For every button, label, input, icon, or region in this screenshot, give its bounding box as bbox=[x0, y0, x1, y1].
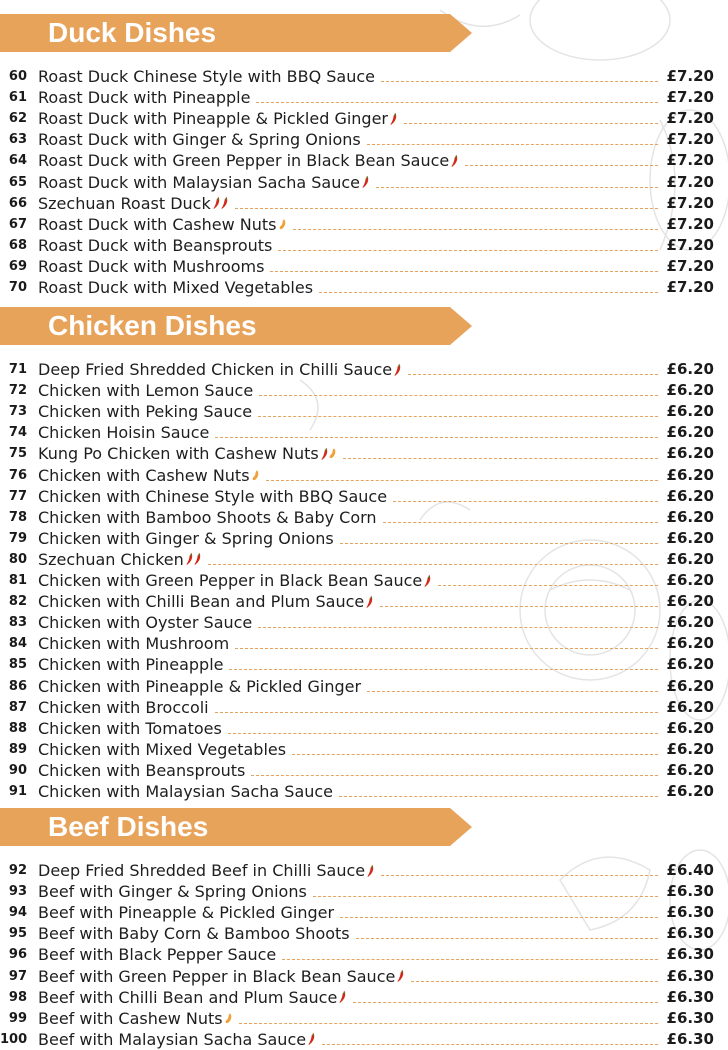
dotted-leader bbox=[235, 207, 658, 209]
chilli-icon bbox=[451, 155, 458, 167]
chilli-icon bbox=[362, 176, 369, 188]
item-price: £6.20 bbox=[666, 571, 714, 590]
item-price: £7.20 bbox=[666, 172, 714, 191]
dotted-leader bbox=[340, 542, 658, 544]
item-name: Chicken with Green Pepper in Black Bean Sauce bbox=[38, 571, 423, 591]
menu-item bbox=[0, 718, 728, 739]
menu-item bbox=[0, 987, 728, 1008]
dotted-leader bbox=[258, 626, 658, 628]
item-price: £6.20 bbox=[666, 592, 714, 611]
dotted-leader bbox=[270, 270, 658, 272]
item-tags bbox=[362, 172, 370, 193]
item-price: £6.20 bbox=[666, 423, 714, 442]
item-name: Roast Duck with Beansprouts bbox=[38, 235, 273, 255]
item-tags bbox=[394, 359, 402, 380]
menu-item bbox=[0, 570, 728, 591]
menu-item bbox=[0, 66, 728, 87]
menu-item bbox=[0, 1008, 728, 1029]
item-number: 63 bbox=[8, 132, 27, 148]
dotted-leader bbox=[256, 101, 658, 103]
item-price: £7.20 bbox=[666, 278, 714, 297]
item-number: 66 bbox=[8, 195, 27, 211]
item-number: 79 bbox=[8, 530, 27, 546]
section-title: Beef Dishes bbox=[48, 811, 209, 842]
item-tags bbox=[339, 987, 347, 1008]
item-number: 78 bbox=[8, 509, 27, 525]
item-price: £7.20 bbox=[666, 151, 714, 170]
item-name: Beef with Black Pepper Sauce bbox=[38, 945, 277, 965]
item-tags bbox=[279, 214, 287, 235]
menu-item bbox=[0, 591, 728, 612]
item-price: £6.20 bbox=[666, 655, 714, 674]
item-price: £6.20 bbox=[666, 444, 714, 463]
item-name: Beef with Malaysian Sacha Sauce bbox=[38, 1029, 307, 1049]
item-price: £6.30 bbox=[666, 945, 714, 964]
item-name: Chicken with Malaysian Sacha Sauce bbox=[38, 781, 334, 801]
item-number: 72 bbox=[8, 383, 27, 399]
menu-item bbox=[0, 965, 728, 986]
item-name: Deep Fried Shredded Beef in Chilli Sauce bbox=[38, 861, 366, 881]
section-title: Duck Dishes bbox=[48, 17, 217, 48]
chilli-icon bbox=[397, 970, 404, 982]
item-tags bbox=[451, 150, 459, 171]
chilli-icon bbox=[394, 364, 401, 376]
dotted-leader bbox=[251, 774, 658, 776]
section-banner bbox=[0, 307, 450, 345]
dotted-leader bbox=[293, 228, 658, 230]
menu-item bbox=[0, 256, 728, 277]
menu-item bbox=[0, 87, 728, 108]
item-number: 70 bbox=[8, 280, 27, 296]
item-price: £6.30 bbox=[666, 966, 714, 985]
nut-icon bbox=[329, 448, 336, 459]
item-price: £6.20 bbox=[666, 486, 714, 505]
item-number: 60 bbox=[8, 69, 27, 85]
item-name: Chicken with Mushroom bbox=[38, 634, 230, 654]
menu-item bbox=[0, 654, 728, 675]
menu-item bbox=[0, 507, 728, 528]
item-name: Beef with Ginger & Spring Onions bbox=[38, 882, 307, 902]
item-price: £6.20 bbox=[666, 381, 714, 400]
item-name: Roast Duck Chinese Style with BBQ Sauce bbox=[38, 67, 375, 87]
dotted-leader bbox=[235, 647, 658, 649]
item-price: £6.20 bbox=[666, 528, 714, 547]
menu-item bbox=[0, 486, 728, 507]
item-number: 77 bbox=[8, 488, 27, 504]
item-tags bbox=[424, 570, 432, 591]
chilli-icon bbox=[424, 575, 431, 587]
item-price: £6.30 bbox=[666, 1029, 714, 1048]
item-number: 87 bbox=[8, 699, 27, 715]
menu-item bbox=[0, 464, 728, 485]
item-tags bbox=[213, 193, 229, 214]
item-name: Chicken with Beansprouts bbox=[38, 760, 246, 780]
dotted-leader bbox=[215, 711, 658, 713]
chilli-icon bbox=[321, 448, 328, 460]
item-name: Chicken with Mixed Vegetables bbox=[38, 739, 287, 759]
menu-item bbox=[0, 443, 728, 464]
dotted-leader bbox=[411, 980, 658, 982]
dotted-leader bbox=[367, 143, 658, 145]
item-tags bbox=[367, 860, 375, 881]
item-number: 67 bbox=[8, 216, 27, 232]
item-number: 73 bbox=[8, 404, 27, 420]
menu-item bbox=[0, 760, 728, 781]
item-price: £6.20 bbox=[666, 360, 714, 379]
item-number: 65 bbox=[8, 174, 27, 190]
item-number: 89 bbox=[8, 741, 27, 757]
item-number: 84 bbox=[8, 636, 27, 652]
item-tags bbox=[186, 549, 202, 570]
dotted-leader bbox=[239, 1022, 658, 1024]
menu-item bbox=[0, 235, 728, 256]
item-price: £6.20 bbox=[666, 718, 714, 737]
item-number: 95 bbox=[8, 926, 27, 942]
item-price: £7.20 bbox=[666, 88, 714, 107]
nut-icon bbox=[225, 1013, 232, 1024]
dotted-leader bbox=[319, 291, 658, 293]
dotted-leader bbox=[229, 668, 658, 670]
menu-item bbox=[0, 422, 728, 443]
item-name: Chicken with Peking Sauce bbox=[38, 402, 253, 422]
section-chicken-dishes bbox=[0, 307, 728, 802]
item-name: Chicken with Broccoli bbox=[38, 697, 209, 717]
menu-list bbox=[0, 66, 728, 298]
item-price: £7.20 bbox=[666, 235, 714, 254]
item-name: Chicken Hoisin Sauce bbox=[38, 423, 210, 443]
menu-item bbox=[0, 923, 728, 944]
menu-item bbox=[0, 108, 728, 129]
dotted-leader bbox=[313, 895, 658, 897]
section-duck-dishes bbox=[0, 14, 728, 298]
item-name: Chicken with Chilli Bean and Plum Sauce bbox=[38, 592, 365, 612]
item-number: 75 bbox=[8, 446, 27, 462]
dotted-leader bbox=[340, 916, 658, 918]
section-banner bbox=[0, 808, 450, 846]
item-number: 74 bbox=[8, 425, 27, 441]
menu-item bbox=[0, 1029, 728, 1050]
item-number: 99 bbox=[8, 1010, 27, 1026]
item-number: 86 bbox=[8, 678, 27, 694]
dotted-leader bbox=[404, 122, 658, 124]
item-price: £7.20 bbox=[666, 130, 714, 149]
item-price: £7.20 bbox=[666, 109, 714, 128]
item-price: £7.20 bbox=[666, 214, 714, 233]
item-name: Chicken with Pineapple bbox=[38, 655, 224, 675]
menu-item bbox=[0, 697, 728, 718]
item-number: 61 bbox=[8, 90, 27, 106]
dotted-leader bbox=[228, 732, 658, 734]
menu-item bbox=[0, 881, 728, 902]
item-name: Chicken with Pineapple & Pickled Ginger bbox=[38, 676, 362, 696]
section-banner bbox=[0, 14, 450, 52]
menu-item bbox=[0, 902, 728, 923]
section-title: Chicken Dishes bbox=[48, 310, 257, 341]
menu-item bbox=[0, 612, 728, 633]
menu-list bbox=[0, 860, 728, 1050]
menu-item bbox=[0, 401, 728, 422]
item-number: 76 bbox=[8, 467, 27, 483]
dotted-leader bbox=[278, 249, 658, 251]
dotted-leader bbox=[215, 436, 658, 438]
dotted-leader bbox=[367, 690, 658, 692]
item-name: Chicken with Bamboo Shoots & Baby Corn bbox=[38, 507, 377, 527]
nut-icon bbox=[279, 219, 286, 230]
item-tags bbox=[225, 1008, 233, 1029]
item-tags bbox=[252, 465, 260, 486]
chilli-icon bbox=[308, 1033, 315, 1045]
item-number: 90 bbox=[8, 762, 27, 778]
item-price: £6.30 bbox=[666, 924, 714, 943]
dotted-leader bbox=[438, 584, 658, 586]
item-number: 62 bbox=[8, 111, 27, 127]
item-price: £6.20 bbox=[666, 781, 714, 800]
chilli-icon bbox=[194, 553, 201, 565]
chilli-icon bbox=[221, 197, 228, 209]
menu-item bbox=[0, 549, 728, 570]
menu-item bbox=[0, 675, 728, 696]
item-name: Roast Duck with Pineapple & Pickled Ginger bbox=[38, 109, 389, 129]
item-name: Chicken with Ginger & Spring Onions bbox=[38, 528, 334, 548]
item-number: 96 bbox=[8, 947, 27, 963]
menu-item bbox=[0, 380, 728, 401]
dotted-leader bbox=[393, 500, 658, 502]
dotted-leader bbox=[408, 373, 658, 375]
item-price: £6.20 bbox=[666, 549, 714, 568]
item-number: 92 bbox=[8, 863, 27, 879]
menu-item bbox=[0, 633, 728, 654]
item-number: 100 bbox=[0, 1031, 28, 1047]
item-tags bbox=[308, 1029, 316, 1050]
item-name: Chicken with Chinese Style with BBQ Sauce bbox=[38, 486, 388, 506]
item-number: 93 bbox=[8, 884, 27, 900]
item-name: Roast Duck with Pineapple bbox=[38, 88, 251, 108]
item-name: Chicken with Tomatoes bbox=[38, 718, 222, 738]
item-price: £6.20 bbox=[666, 760, 714, 779]
menu-item bbox=[0, 781, 728, 802]
item-number: 83 bbox=[8, 615, 27, 631]
item-name: Chicken with Cashew Nuts bbox=[38, 465, 250, 485]
item-name: Roast Duck with Green Pepper in Black Bean Sauce bbox=[38, 151, 450, 171]
item-price: £6.20 bbox=[666, 402, 714, 421]
item-name: Beef with Green Pepper in Black Bean Sauce bbox=[38, 966, 396, 986]
chilli-icon bbox=[186, 553, 193, 565]
menu-item bbox=[0, 150, 728, 171]
dotted-leader bbox=[383, 521, 658, 523]
item-number: 81 bbox=[8, 573, 27, 589]
item-name: Roast Duck with Mushrooms bbox=[38, 256, 265, 276]
chilli-icon bbox=[390, 113, 397, 125]
dotted-leader bbox=[266, 479, 658, 481]
chilli-icon bbox=[366, 596, 373, 608]
chilli-icon bbox=[339, 991, 346, 1003]
item-number: 91 bbox=[8, 783, 27, 799]
menu-item bbox=[0, 277, 728, 298]
item-name: Deep Fried Shredded Chicken in Chilli Sauce bbox=[38, 360, 393, 380]
item-number: 71 bbox=[8, 362, 27, 378]
item-price: £6.20 bbox=[666, 634, 714, 653]
item-number: 94 bbox=[8, 905, 27, 921]
item-price: £6.40 bbox=[666, 861, 714, 880]
item-tags bbox=[390, 108, 398, 129]
item-price: £6.30 bbox=[666, 903, 714, 922]
menu-item bbox=[0, 214, 728, 235]
item-price: £7.20 bbox=[666, 193, 714, 212]
menu-list bbox=[0, 359, 728, 802]
dotted-leader bbox=[465, 164, 658, 166]
item-name: Szechuan Roast Duck bbox=[38, 193, 211, 213]
item-price: £6.20 bbox=[666, 613, 714, 632]
item-tags bbox=[397, 966, 405, 987]
dotted-leader bbox=[259, 394, 658, 396]
item-number: 68 bbox=[8, 237, 27, 253]
item-price: £6.20 bbox=[666, 676, 714, 695]
item-price: £6.30 bbox=[666, 1008, 714, 1027]
dotted-leader bbox=[208, 563, 658, 565]
item-number: 69 bbox=[8, 258, 27, 274]
item-number: 85 bbox=[8, 657, 27, 673]
item-price: £6.30 bbox=[666, 882, 714, 901]
item-price: £7.20 bbox=[666, 67, 714, 86]
item-price: £6.20 bbox=[666, 739, 714, 758]
item-number: 88 bbox=[8, 720, 27, 736]
item-name: Beef with Chilli Bean and Plum Sauce bbox=[38, 987, 338, 1007]
item-name: Roast Duck with Cashew Nuts bbox=[38, 214, 277, 234]
item-price: £6.20 bbox=[666, 465, 714, 484]
item-number: 80 bbox=[8, 551, 27, 567]
menu-item bbox=[0, 359, 728, 380]
dotted-leader bbox=[343, 457, 658, 459]
menu-item bbox=[0, 739, 728, 760]
dotted-leader bbox=[381, 80, 658, 82]
item-name: Roast Duck with Ginger & Spring Onions bbox=[38, 130, 361, 150]
item-number: 97 bbox=[8, 968, 27, 984]
item-name: Szechuan Chicken bbox=[38, 549, 184, 569]
menu-item bbox=[0, 944, 728, 965]
chilli-icon bbox=[213, 197, 220, 209]
nut-icon bbox=[252, 470, 259, 481]
menu-item bbox=[0, 860, 728, 881]
item-name: Kung Po Chicken with Cashew Nuts bbox=[38, 444, 319, 464]
dotted-leader bbox=[381, 874, 658, 876]
menu-item bbox=[0, 129, 728, 150]
item-name: Beef with Baby Corn & Bamboo Shoots bbox=[38, 924, 350, 944]
dotted-leader bbox=[376, 186, 658, 188]
section-beef-dishes bbox=[0, 808, 728, 1050]
item-number: 64 bbox=[8, 153, 27, 169]
item-price: £7.20 bbox=[666, 256, 714, 275]
item-tags bbox=[321, 443, 337, 464]
menu-item bbox=[0, 171, 728, 192]
item-name: Chicken with Oyster Sauce bbox=[38, 613, 253, 633]
menu-item bbox=[0, 193, 728, 214]
item-name: Beef with Pineapple & Pickled Ginger bbox=[38, 903, 335, 923]
item-tags bbox=[366, 591, 374, 612]
dotted-leader bbox=[339, 795, 658, 797]
item-name: Chicken with Lemon Sauce bbox=[38, 381, 254, 401]
item-number: 82 bbox=[8, 594, 27, 610]
dotted-leader bbox=[282, 958, 658, 960]
item-name: Roast Duck with Malaysian Sacha Sauce bbox=[38, 172, 360, 192]
item-name: Roast Duck with Mixed Vegetables bbox=[38, 278, 314, 298]
item-price: £6.30 bbox=[666, 987, 714, 1006]
item-price: £6.20 bbox=[666, 507, 714, 526]
item-number: 98 bbox=[8, 989, 27, 1005]
dotted-leader bbox=[292, 753, 658, 755]
dotted-leader bbox=[258, 415, 658, 417]
dotted-leader bbox=[322, 1043, 658, 1045]
dotted-leader bbox=[356, 937, 658, 939]
menu-item bbox=[0, 528, 728, 549]
item-name: Beef with Cashew Nuts bbox=[38, 1008, 223, 1028]
dotted-leader bbox=[380, 605, 658, 607]
dotted-leader bbox=[353, 1001, 658, 1003]
item-price: £6.20 bbox=[666, 697, 714, 716]
chilli-icon bbox=[367, 865, 374, 877]
